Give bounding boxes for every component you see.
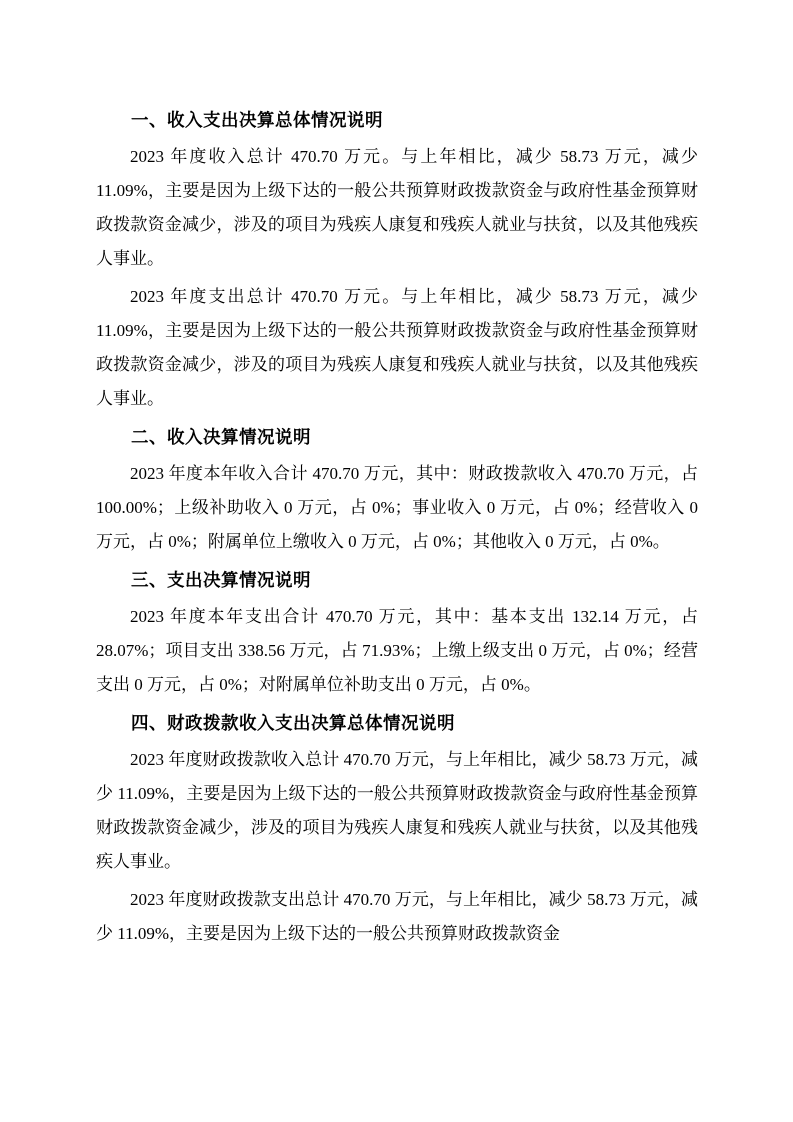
paragraph: 2023 年度收入总计 470.70 万元。与上年相比，减少 58.73 万元，减少 11.09%，主要是因为上级下达的一般公共预算财政拨款资金与政府性基金预算财政拨款资金减少，涉及的项目为残疾人康复和残疾人就业与扶贫，以及其他残疾人事业。 bbox=[96, 147, 698, 268]
paragraph: 2023 年度支出总计 470.70 万元。与上年相比，减少 58.73 万元，减少 11.09%，主要是因为上级下达的一般公共预算财政拨款资金与政府性基金预算财政拨款资金减少，涉及的项目为残疾人康复和残疾人就业与扶贫，以及其他残疾人事业。 bbox=[96, 287, 698, 408]
paragraph: 2023 年度财政拨款支出总计 470.70 万元，与上年相比，减少 58.73 万元，减少 11.09%，主要是因为上级下达的一般公共预算财政拨款资金 bbox=[96, 890, 698, 943]
paragraph: 2023 年度本年支出合计 470.70 万元，其中：基本支出 132.14 万元，占 28.07%；项目支出 338.56 万元，占 71.93%；上缴上级支出 0 万元，占 0%；经营支出 0 万元，占 0%；对附属单位补助支出 0 万元，占 0%。 bbox=[96, 607, 698, 694]
section-heading: 一、收入支出决算总体情况说明 bbox=[131, 110, 383, 130]
section-heading: 四、财政拨款收入支出决算总体情况说明 bbox=[131, 713, 455, 733]
section-expenditure-details bbox=[96, 563, 698, 702]
section-heading: 三、支出决算情况说明 bbox=[131, 570, 311, 590]
document-content bbox=[96, 103, 698, 955]
paragraph: 2023 年度本年收入合计 470.70 万元，其中：财政拨款收入 470.70 万元，占 100.00%；上级补助收入 0 万元，占 0%；事业收入 0 万元，占 0%；经营收入 0 万元，占 0%；附属单位上缴收入 0 万元，占 0%；其他收入 0 万元，占 0%。 bbox=[96, 464, 698, 551]
section-income-details bbox=[96, 420, 698, 559]
section-income-expenditure-overview bbox=[96, 103, 698, 416]
section-heading: 二、收入决算情况说明 bbox=[131, 427, 311, 447]
section-fiscal-appropriation-overview bbox=[96, 706, 698, 951]
paragraph: 2023 年度财政拨款收入总计 470.70 万元，与上年相比，减少 58.73 万元，减少 11.09%，主要是因为上级下达的一般公共预算财政拨款资金与政府性基金预算财政拨款资金减少，涉及的项目为残疾人康复和残疾人就业与扶贫，以及其他残疾人事业。 bbox=[96, 750, 698, 871]
